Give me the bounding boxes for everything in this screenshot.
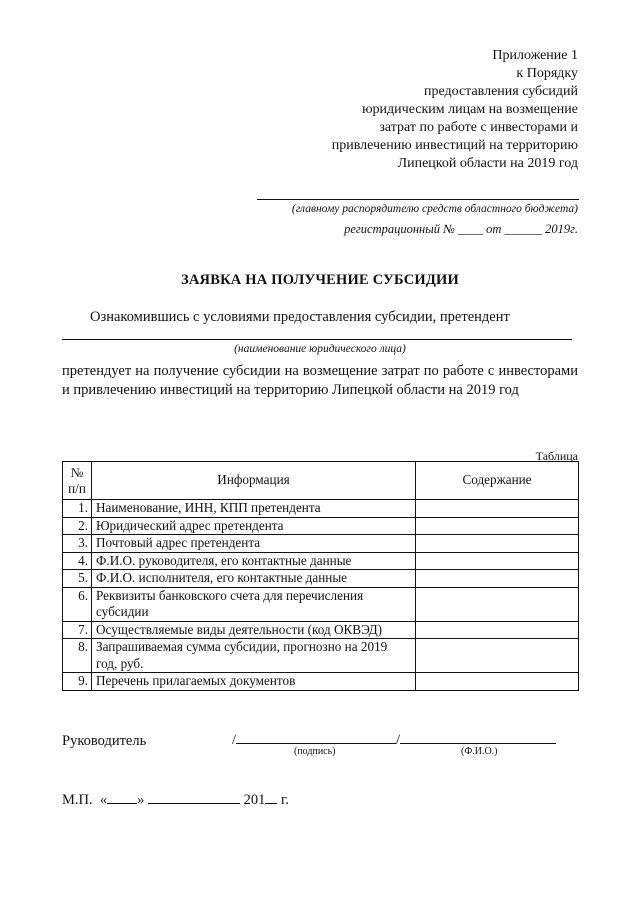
row-num: 6. bbox=[63, 587, 92, 621]
header-content: Содержание bbox=[416, 462, 579, 500]
header-num: № п/п bbox=[63, 462, 92, 500]
slash: / bbox=[232, 732, 237, 748]
signature-fields bbox=[232, 729, 556, 749]
registration-line: регистрационный № ____ от ______ 2019г. bbox=[344, 222, 578, 236]
row-content-cell[interactable] bbox=[416, 500, 579, 518]
table-row bbox=[63, 570, 579, 588]
intro-text: Ознакомившись с условиями предоставления субсидии, претендент bbox=[90, 309, 510, 325]
table-row bbox=[63, 621, 579, 639]
table-row bbox=[63, 673, 579, 691]
appendix-line: Липецкой области на 2019 год bbox=[397, 156, 578, 171]
appendix-line: юридическим лицам на возмещение bbox=[362, 102, 578, 117]
entity-name-blank-line[interactable] bbox=[62, 339, 572, 340]
year-suffix: г. bbox=[281, 792, 289, 808]
day-blank[interactable] bbox=[107, 789, 137, 804]
slash: / bbox=[396, 732, 401, 748]
row-content-cell[interactable] bbox=[416, 535, 579, 553]
row-num: 3. bbox=[63, 535, 92, 553]
full-name-blank[interactable] bbox=[400, 729, 556, 744]
row-info: Ф.И.О. руководителя, его контактные данные bbox=[92, 552, 416, 570]
year-blank[interactable] bbox=[265, 789, 277, 804]
row-num: 2. bbox=[63, 517, 92, 535]
signature-label: Руководитель bbox=[62, 733, 147, 749]
month-blank[interactable] bbox=[148, 789, 240, 804]
recipient-blank-line[interactable] bbox=[257, 199, 579, 200]
table-caption: Таблица bbox=[535, 449, 578, 463]
table-row bbox=[63, 535, 579, 553]
signature-caption: (подпись) bbox=[294, 746, 336, 757]
row-content-cell[interactable] bbox=[416, 639, 579, 673]
row-content-cell[interactable] bbox=[416, 673, 579, 691]
quote-close: » bbox=[137, 792, 145, 808]
row-info: Почтовый адрес претендента bbox=[92, 535, 416, 553]
signature-blank[interactable] bbox=[236, 729, 396, 744]
row-num: 1. bbox=[63, 500, 92, 518]
table-header-row bbox=[63, 462, 579, 500]
entity-caption: (наименование юридического лица) bbox=[234, 343, 406, 355]
appendix-line: привлечению инвестиций на территорию bbox=[331, 138, 578, 153]
header-info: Информация bbox=[92, 462, 416, 500]
row-info: Перечень прилагаемых документов bbox=[92, 673, 416, 691]
row-num: 7. bbox=[63, 621, 92, 639]
appendix-line: затрат по работе с инвесторами и bbox=[379, 120, 578, 135]
row-num: 4. bbox=[63, 552, 92, 570]
row-info: Юридический адрес претендента bbox=[92, 517, 416, 535]
recipient-caption: (главному распорядителю средств областного бюджета) bbox=[291, 203, 578, 215]
row-num: 9. bbox=[63, 673, 92, 691]
row-info: Ф.И.О. исполнителя, его контактные данные bbox=[92, 570, 416, 588]
row-content-cell[interactable] bbox=[416, 587, 579, 621]
appendix-line: Приложение 1 bbox=[492, 48, 578, 63]
table-row bbox=[63, 517, 579, 535]
appendix-header bbox=[332, 47, 578, 173]
row-info: Запрашиваемая сумма субсидии, прогнозно на 2019 год, руб. bbox=[92, 639, 416, 673]
row-info: Наименование, ИНН, КПП претендента bbox=[92, 500, 416, 518]
table-row bbox=[63, 639, 579, 673]
stamp-label: М.П. bbox=[62, 792, 93, 808]
year-prefix: 201 bbox=[243, 792, 266, 808]
info-table bbox=[62, 461, 579, 691]
table-row bbox=[63, 552, 579, 570]
quote-open: « bbox=[99, 792, 108, 808]
document-title: ЗАЯВКА НА ПОЛУЧЕНИЕ СУБСИДИИ bbox=[181, 272, 459, 288]
row-content-cell[interactable] bbox=[416, 621, 579, 639]
table-row bbox=[63, 500, 579, 518]
application-paragraph: претендует на получение субсидии на возмещение затрат по работе с инвесторами и привлечению инвестиций на территорию Липецкой области на 2019 год bbox=[62, 363, 578, 398]
row-num: 5. bbox=[63, 570, 92, 588]
row-content-cell[interactable] bbox=[416, 570, 579, 588]
full-name-caption: (Ф.И.О.) bbox=[461, 746, 498, 757]
table-row bbox=[63, 587, 579, 621]
row-content-cell[interactable] bbox=[416, 517, 579, 535]
row-content-cell[interactable] bbox=[416, 552, 579, 570]
row-num: 8. bbox=[63, 639, 92, 673]
appendix-line: предоставления субсидий bbox=[423, 84, 578, 99]
stamp-date-line bbox=[62, 789, 289, 809]
row-info: Осуществляемые виды деятельности (код ОКВЭД) bbox=[92, 621, 416, 639]
appendix-line: к Порядку bbox=[516, 66, 578, 81]
row-info: Реквизиты банковского счета для перечисления субсидии bbox=[92, 587, 416, 621]
